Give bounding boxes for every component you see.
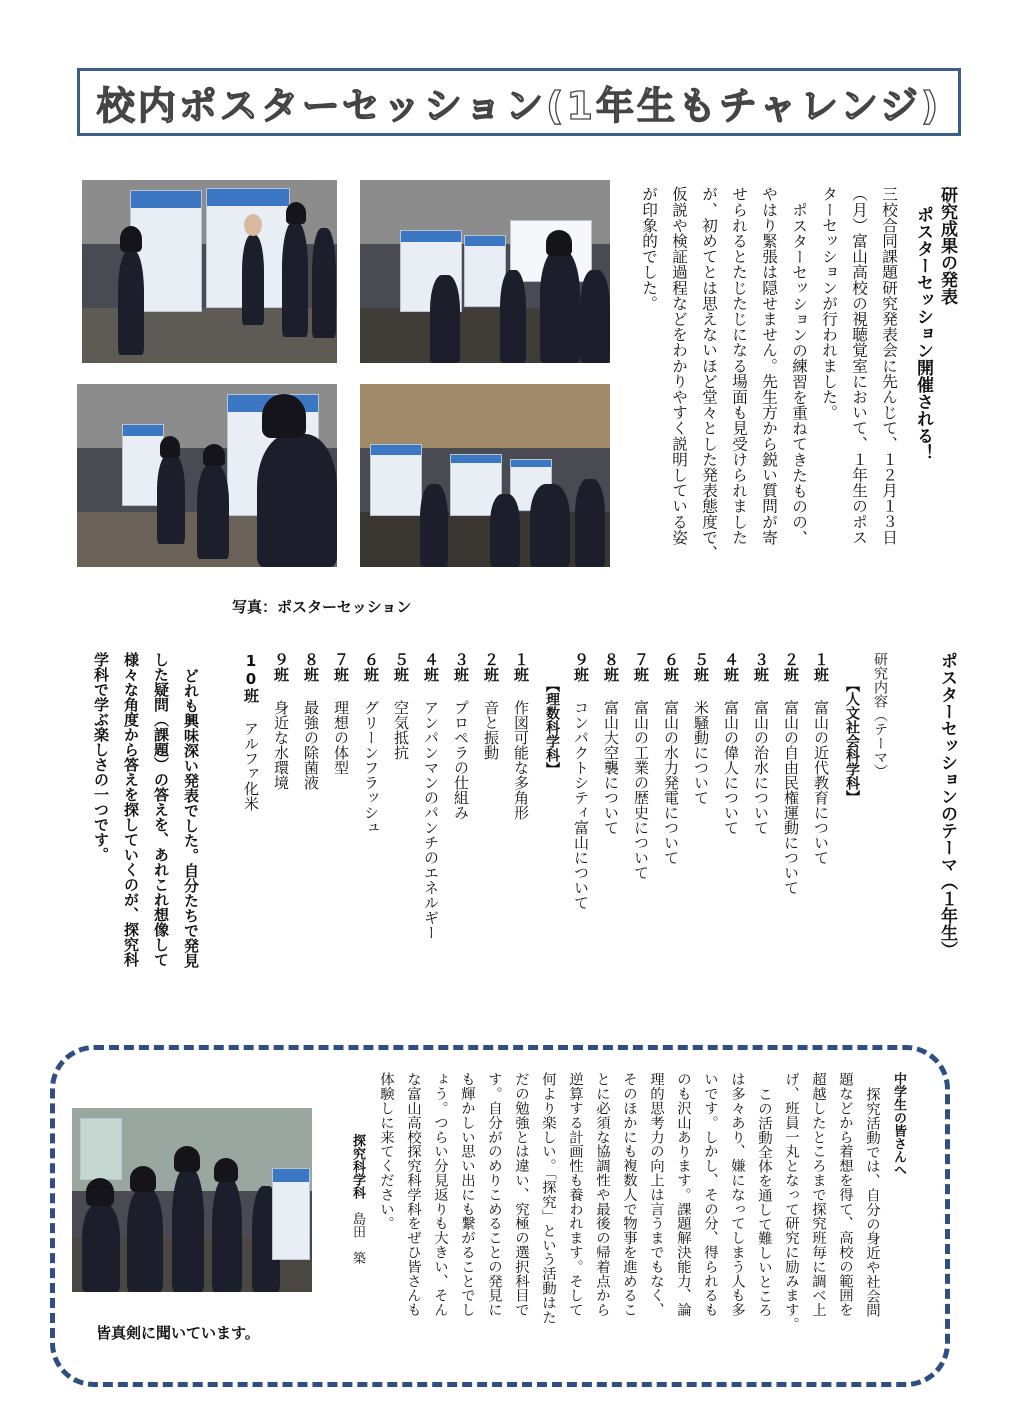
message-line: 体験しに来てください。: [378, 1072, 394, 1231]
message-line: 超越したところまで探究班毎に調べ上: [810, 1072, 826, 1317]
theme-row: ９班 コンパクトシティ富山について: [572, 652, 590, 910]
photo-session-3: [77, 384, 337, 567]
message-heading: 中学生の皆さんへ: [891, 1072, 906, 1176]
message-line: も輝かしい思い出にも繋がることでし: [459, 1072, 475, 1317]
article-heading-1: 研究成果の発表: [937, 186, 957, 305]
science-label: 【理数科学科】: [544, 678, 560, 776]
themes-subheading: 研究内容（テーマ）: [872, 652, 888, 778]
article-block: [624, 186, 960, 616]
closing-line: どれも興味深い発表でした。自分たちで発見: [182, 668, 200, 968]
page-title: 校内ポスターセッション(1年生もチャレンジ): [96, 83, 942, 128]
article-line: 三校合同課題研究発表会に先んじて、１２月１３日: [880, 186, 898, 545]
photo-session-4: [360, 384, 610, 567]
article-line: やはり緊張は隠せません。先生方から鋭い質問が寄: [760, 186, 778, 545]
message-line: とに必須な協調性や最後の帰着点から: [594, 1072, 610, 1317]
photo-caption: 写真：ポスターセッション: [232, 598, 412, 616]
message-line: げ、班員一丸となって研究に励みます。: [783, 1072, 799, 1332]
article-line: が、初めてとは思えないほど堂々とした発表態度で、: [700, 186, 718, 561]
message-line: 探究活動では、自分の身近や社会問: [864, 1087, 880, 1318]
theme-row: ８班 富山大空襲について: [602, 652, 620, 835]
message-line: は多々あり、嫌になってしまう人も多: [729, 1072, 745, 1317]
theme-row: ７班 富山の工業の歴史について: [632, 652, 650, 880]
article-line: が印象的でした。: [640, 186, 658, 311]
message-signature: [348, 1134, 367, 1264]
message-line: 題などから着想を得て、高校の範囲を: [837, 1072, 853, 1317]
article-line: （月）富山高校の視聴覚室において、１年生のポス: [850, 186, 868, 545]
theme-row: ３班 プロペラの仕組み: [452, 652, 470, 820]
theme-row: ６班 グリーンフラッシュ: [362, 652, 380, 835]
message-line: のも沢山あります。課題解決能力、論: [675, 1072, 691, 1317]
theme-row: １班 富山の近代教育について: [812, 652, 830, 865]
article-line: 仮説や検証過程などをわかりやすく説明している姿: [670, 186, 688, 545]
closing-line: した疑問（課題）の答えを、あれこれ想像して: [152, 652, 170, 967]
message-author: 島田 築: [350, 1212, 365, 1264]
article-heading-2: ポスターセッション開催される！: [913, 206, 933, 461]
theme-row: ６班 富山の水力発電について: [662, 652, 680, 865]
theme-row: ５班 空気抵抗: [392, 652, 410, 760]
humanities-label: 【人文社会科学科】: [844, 678, 860, 804]
theme-row: ４班 富山の偉人について: [722, 652, 740, 835]
themes-block: [70, 652, 960, 1042]
theme-row: １班 作図可能な多角形: [512, 652, 530, 820]
theme-row: ３班 富山の治水について: [752, 652, 770, 835]
theme-row: 10班 アルファ化米: [242, 652, 260, 811]
themes-heading: ポスターセッションのテーマ（１年生）: [937, 652, 957, 958]
article-line: ターセッションが行われました。: [820, 186, 838, 420]
message-line: ょう。つらい分見返りも大きい、そん: [432, 1072, 448, 1317]
message-line: そのほかにも複数人で物事を進めるこ: [621, 1072, 637, 1317]
message-line: 何より楽しい。「探究」という活動はた: [540, 1072, 556, 1324]
message-line: いです。しかし、その分、得られるも: [702, 1072, 718, 1317]
photo-session-2: [360, 180, 610, 363]
photo-students-listening: [72, 1108, 312, 1292]
photo2-caption: 皆真剣に聞いています。: [96, 1324, 260, 1342]
message-line: 逆算する計画性も養われます。そして: [567, 1072, 583, 1317]
closing-line: 様々な角度から答えを探していくのが、探究科: [122, 652, 140, 967]
message-dept: 探究科学科: [350, 1134, 365, 1199]
message-block: [340, 1072, 908, 1372]
theme-row: ２班 音と振動: [482, 652, 500, 760]
theme-row: ７班 理想の体型: [332, 652, 350, 775]
message-line: 理的思考力の向上は言うまでもなく、: [648, 1072, 664, 1317]
theme-row: ４班 アンパンマンのパンチのエネルギー: [422, 652, 440, 940]
message-line: この活動全体を通して難しいところ: [756, 1087, 772, 1318]
photo-session-1: [82, 180, 337, 363]
message-line: な富山高校探究科学科をぜひ皆さんも: [405, 1072, 421, 1317]
article-line: ポスターセッションの練習を重ねてきたものの、: [790, 202, 808, 546]
closing-line: 学科で学ぶ楽しさの一つです。: [92, 652, 110, 862]
message-line: だの勉強とは違い、究極の選択科目で: [513, 1072, 529, 1317]
theme-row: ５班 米騒動について: [692, 652, 710, 805]
theme-row: ８班 最強の除菌液: [302, 652, 320, 790]
message-line: す。自分がのめりこめることの発見に: [486, 1072, 502, 1317]
theme-row: ２班 富山の自由民権運動について: [782, 652, 800, 895]
article-line: せられるとたじたじになる場面も見受けられました: [730, 186, 748, 545]
theme-row: ９班 身近な水環境: [272, 652, 290, 790]
title-banner: [77, 68, 961, 136]
